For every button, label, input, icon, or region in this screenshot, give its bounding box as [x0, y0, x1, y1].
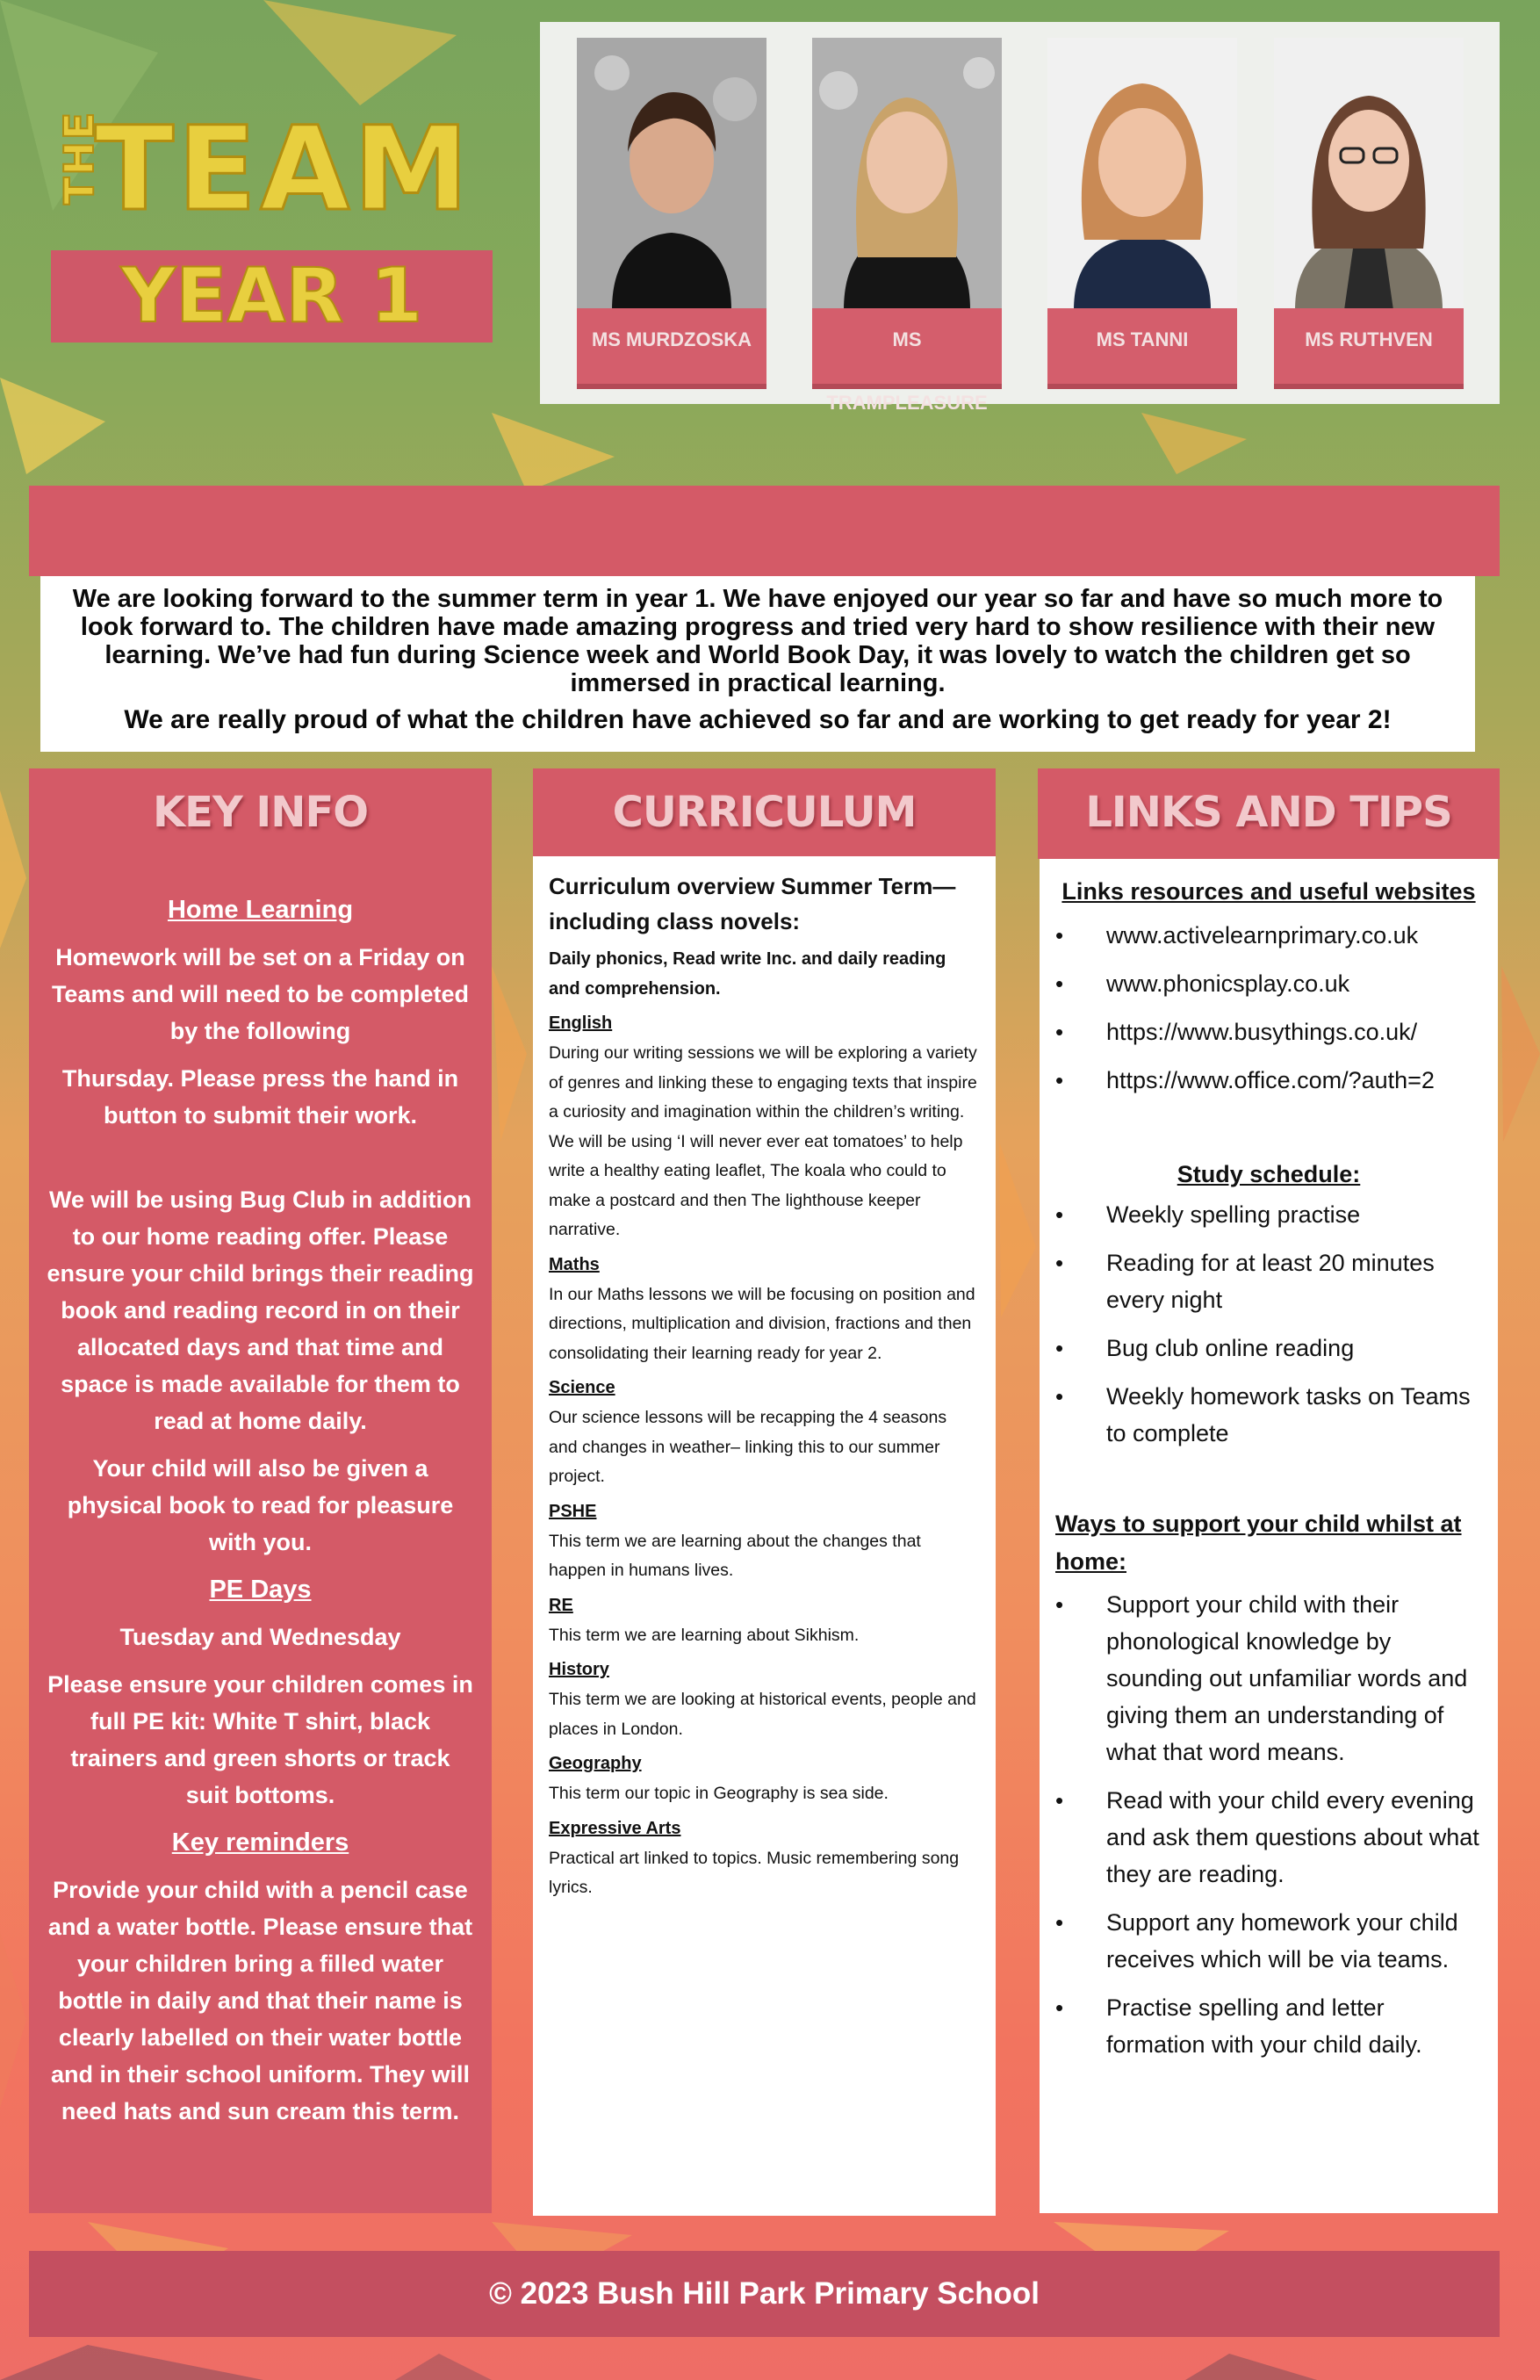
year-banner: YEAR 1: [51, 250, 493, 343]
staff-name: MS MURDZOSKA: [577, 308, 766, 389]
links-heading: LINKS AND TIPS: [1085, 788, 1452, 837]
links-header: [1038, 768, 1500, 859]
subject-text-science: Our science lessons will be recapping the 4 seasons and changes in weather– linking this to our summer project.: [549, 1408, 947, 1486]
subject-text-re: This term we are learning about Sikhism.: [549, 1625, 860, 1645]
curriculum-daily: Daily phonics, Read write Inc. and daily reading and comprehension.: [549, 949, 946, 999]
staff-name: MS RUTHVEN: [1274, 308, 1464, 389]
section-banner: [29, 486, 1500, 576]
home-learning-text-2: Thursday. Please press the hand in button to submit their work.: [61, 1065, 459, 1129]
staff-photo: [577, 38, 766, 310]
subject-text-pshe: This term we are learning about the changes that happen in humans lives.: [549, 1531, 921, 1580]
subject-text-maths: In our Maths lessons we will be focusing on position and directions, multiplication and division, fractions and then consolidating their learning ready for year 2.: [549, 1284, 975, 1363]
support-item: • Read with your child every evening and ask them questions about what they are reading.: [1055, 1782, 1482, 1893]
key-info-column: [29, 768, 492, 2213]
pe-kit-text: Please ensure your children comes in full PE kit: White T shirt, black trainers and green shorts or track suit bottoms.: [47, 1671, 473, 1808]
subject-text-expressive-arts: Practical art linked to topics. Music remembering song lyrics.: [549, 1848, 960, 1897]
website-link[interactable]: • www.activelearnprimary.co.uk: [1055, 917, 1482, 954]
key-info-heading: KEY INFO: [152, 788, 369, 837]
subject-title-maths: Maths: [549, 1254, 600, 1274]
title-the: THE: [55, 110, 103, 205]
pe-days-text: Tuesday and Wednesday: [119, 1624, 401, 1650]
study-schedule-title: Study schedule:: [1177, 1161, 1361, 1187]
subject-text-history: This term we are looking at historical events, people and places in London.: [549, 1690, 976, 1739]
intro-paragraph: We are looking forward to the summer term in year 1. We have enjoyed our year so far and have so much more to look forward to. The children have made amazing progress and tried very hard to show resilience with their new learning. We’ve had fun during Science week and World Book Day, it was lovely to watch the children get so immersed in practical learning.: [72, 585, 1443, 697]
support-item: • Practise spelling and letter formation with your child daily.: [1055, 1989, 1482, 2063]
subject-title-english: English: [549, 1013, 613, 1033]
intro-text-box: [40, 576, 1475, 752]
schedule-item: • Bug club online reading: [1055, 1330, 1482, 1367]
subject-text-geography: This term our topic in Geography is sea side.: [549, 1784, 889, 1803]
staff-photo: [812, 38, 1002, 310]
resources-title: Links resources and useful websites: [1061, 878, 1476, 905]
key-reminders-title: Key reminders: [171, 1828, 349, 1857]
subject-title-expressive-arts: Expressive Arts: [549, 1818, 681, 1838]
staff-photo: [1274, 38, 1464, 310]
subject-title-geography: Geography: [549, 1754, 642, 1773]
curriculum-header: [533, 768, 996, 856]
support-item: • Support any homework your child receives which will be via teams.: [1055, 1904, 1482, 1978]
key-reminders-text: Provide your child with a pencil case and a water bottle. Please ensure that your children bring a filled water bottle in daily and that their name is clearly labelled on their water bottle and in their school uniform. They will need hats and sun cream this term.: [47, 1877, 473, 2124]
staff-photo: [1047, 38, 1237, 310]
curriculum-overview: Curriculum overview Summer Term—including class novels:: [549, 873, 956, 934]
physical-book-text: Your child will also be given a physical book to read for pleasure with you.: [67, 1455, 454, 1555]
schedule-item: • Reading for at least 20 minutes every night: [1055, 1244, 1482, 1318]
home-learning-text: Homework will be set on a Friday on Teams and will need to be completed by the following: [51, 944, 470, 1044]
team-member-trampleasure: [812, 38, 1002, 414]
staff-name: MS TRAMPLEASURE: [812, 308, 1002, 389]
subject-title-re: RE: [549, 1595, 573, 1615]
team-member-tanni: [1047, 38, 1237, 407]
schedule-item: • Weekly homework tasks on Teams to complete: [1055, 1378, 1482, 1452]
support-item: • Support your child with their phonological knowledge by sounding out unfamiliar words and giving them an understanding of what that word means.: [1055, 1586, 1482, 1771]
website-link[interactable]: • www.phonicsplay.co.uk: [1055, 965, 1482, 1002]
staff-name: MS TANNI: [1047, 308, 1237, 389]
subject-title-pshe: PSHE: [549, 1501, 597, 1521]
pe-days-title: PE Days: [209, 1576, 312, 1604]
schedule-item: • Weekly spelling practise: [1055, 1196, 1482, 1233]
home-learning-title: Home Learning: [167, 896, 354, 924]
links-column: [1040, 859, 1498, 2213]
team-member-ruthven: [1274, 38, 1464, 407]
curriculum-heading: CURRICULUM: [612, 788, 917, 837]
curriculum-column: [533, 856, 996, 2216]
bug-club-text: We will be using Bug Club in addition to our home reading offer. Please ensure your child brings their reading book and reading record in on their allocated days and that time and space is made available for them to read at home daily.: [47, 1186, 474, 1434]
title-team: TEAM: [95, 102, 472, 237]
website-link[interactable]: • https://www.busythings.co.uk/: [1055, 1013, 1482, 1050]
footer-copyright: © 2023 Bush Hill Park Primary School: [29, 2251, 1500, 2337]
support-title: Ways to support your child whilst at home:: [1055, 1511, 1462, 1575]
subject-title-science: Science: [549, 1378, 615, 1397]
website-link[interactable]: • https://www.office.com/?auth=2: [1055, 1062, 1482, 1099]
team-member-murdzoska: [577, 38, 766, 407]
subject-title-history: History: [549, 1660, 609, 1679]
subject-text-english: During our writing sessions we will be exploring a variety of genres and linking these to engaging texts that inspire a curiosity and imagination within the children’s writing. We will be using ‘I will never ever eat tomatoes’ to help write a healthy eating leaflet, The koala who could to make a postcard and then The lighthouse keeper narrative.: [549, 1043, 977, 1239]
intro-closing: We are really proud of what the children have achieved so far and are working to get ready for year 2!: [124, 705, 1392, 734]
team-panel: [540, 22, 1500, 414]
